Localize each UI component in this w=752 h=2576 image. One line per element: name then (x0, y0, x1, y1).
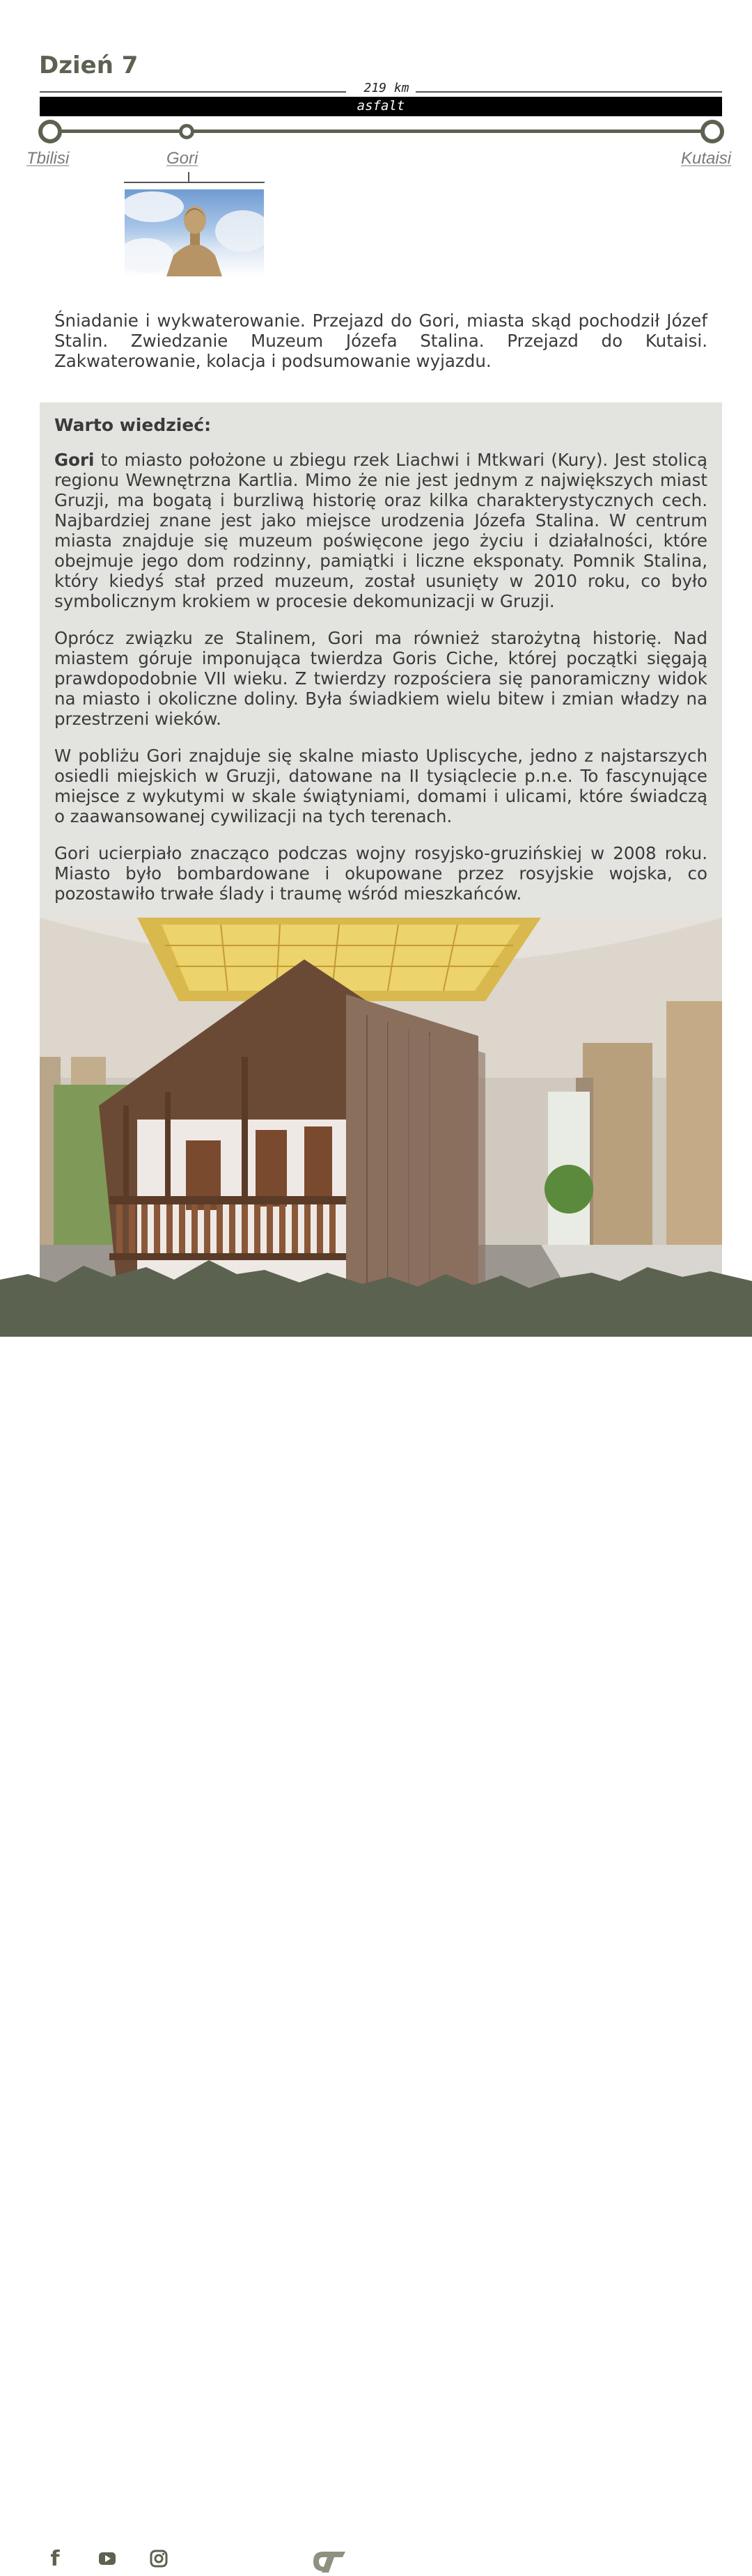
end-node (700, 120, 724, 143)
logo-line-2: TRAVELLER (354, 2559, 448, 2576)
route-track (50, 129, 712, 133)
info-paragraph-1-bold: Gori (54, 450, 95, 470)
logo-line-1: OFFROAD (354, 2546, 434, 2563)
instagram-icon[interactable] (143, 2543, 175, 2575)
info-paragraph-1-text: to miasto położone u zbiegu rzek Liachwi i Mtkwari (Kury). Jest stolicą regionu Wewnętrzna Kartlia. Mimo że nie jest jednym z największych miast Gruzji, ma bogatą i burzliwą historię oraz kilka charakterystycznych cech. Najbardziej znane jest jako miejsce urodzenia Józefa Stalina. W centrum miasta znajduje się muzeum poświęcone jego życiu i działalności, które obejmuje jego dom rodzinny, pamiątki i liczne eksponaty. Pomnik Stalina, który kiedyś stał przed muzeum, został usunięty w 2010 roku, co było symbolicznym krokiem w procesie dekomunizacji w Gruzji. (54, 450, 707, 611)
info-paragraph-3: W pobliżu Gori znajduje się skalne miasto Upliscyche, jedno z najstarszych osiedli miejskich w Gruzji, datowane na II tysiąclecie p.n.e. To fascynujące miejsce z wykutymi w skale świątyniami, domami i ulicami, które świadczą o zaawansowanej cywilizacji na tych terenach. (54, 746, 707, 826)
footer (0, 1246, 752, 2576)
stalin-statue-photo (125, 189, 264, 276)
start-node (38, 120, 62, 143)
info-body (54, 450, 707, 920)
facebook-icon[interactable]: f (39, 2543, 71, 2575)
stop-node (179, 124, 194, 139)
city-start: Tbilisi (26, 149, 70, 168)
offroad-traveller-logo (311, 2547, 448, 2576)
distance-line-left (40, 91, 346, 93)
distance-line-right (416, 91, 722, 93)
info-heading: Warto wiedzieć: (54, 415, 212, 435)
day-title: Dzień 7 (39, 52, 139, 79)
info-paragraph-1 (54, 450, 707, 611)
info-paragraph-2: Oprócz związku ze Stalinem, Gori ma również starożytną historię. Nad miastem góruje imponująca twierdza Goris Ciche, której początki sięgają prawdopodobnie VII wieku. Z twierdzy rozpościera się panoramiczny widok na miasto i okoliczne doliny. Była świadkiem wielu bitew i zmian władzy na przestrzeni wieków. (54, 628, 707, 729)
logo-mark-icon (311, 2549, 348, 2574)
stop-connector (188, 172, 189, 182)
day-description: Śniadanie i wykwaterowanie. Przejazd do Gori, miasta skąd pochodził Józef Stalin. Zwiedzanie Muzeum Józefa Stalina. Przejazd do Kutaisi. Zakwaterowanie, kolacja i podsumowanie wyjazdu. (54, 311, 707, 371)
info-box (40, 402, 722, 918)
distance-label: 219 km (363, 81, 409, 95)
info-paragraph-4: Gori ucierpiało znacząco podczas wojny rosyjsko-gruzińskiej w 2008 roku. Miasto było bombardowane i okupowane przez rosyjskie wojska, co pozostawiło trwałe ślady i traumę wśród mieszkańców. (54, 843, 707, 904)
city-end: Kutaisi (681, 149, 732, 168)
city-stop: Gori (166, 149, 198, 168)
stop-divider (124, 182, 265, 183)
youtube-icon[interactable] (91, 2543, 123, 2575)
surface-label: asfalt (40, 97, 722, 116)
